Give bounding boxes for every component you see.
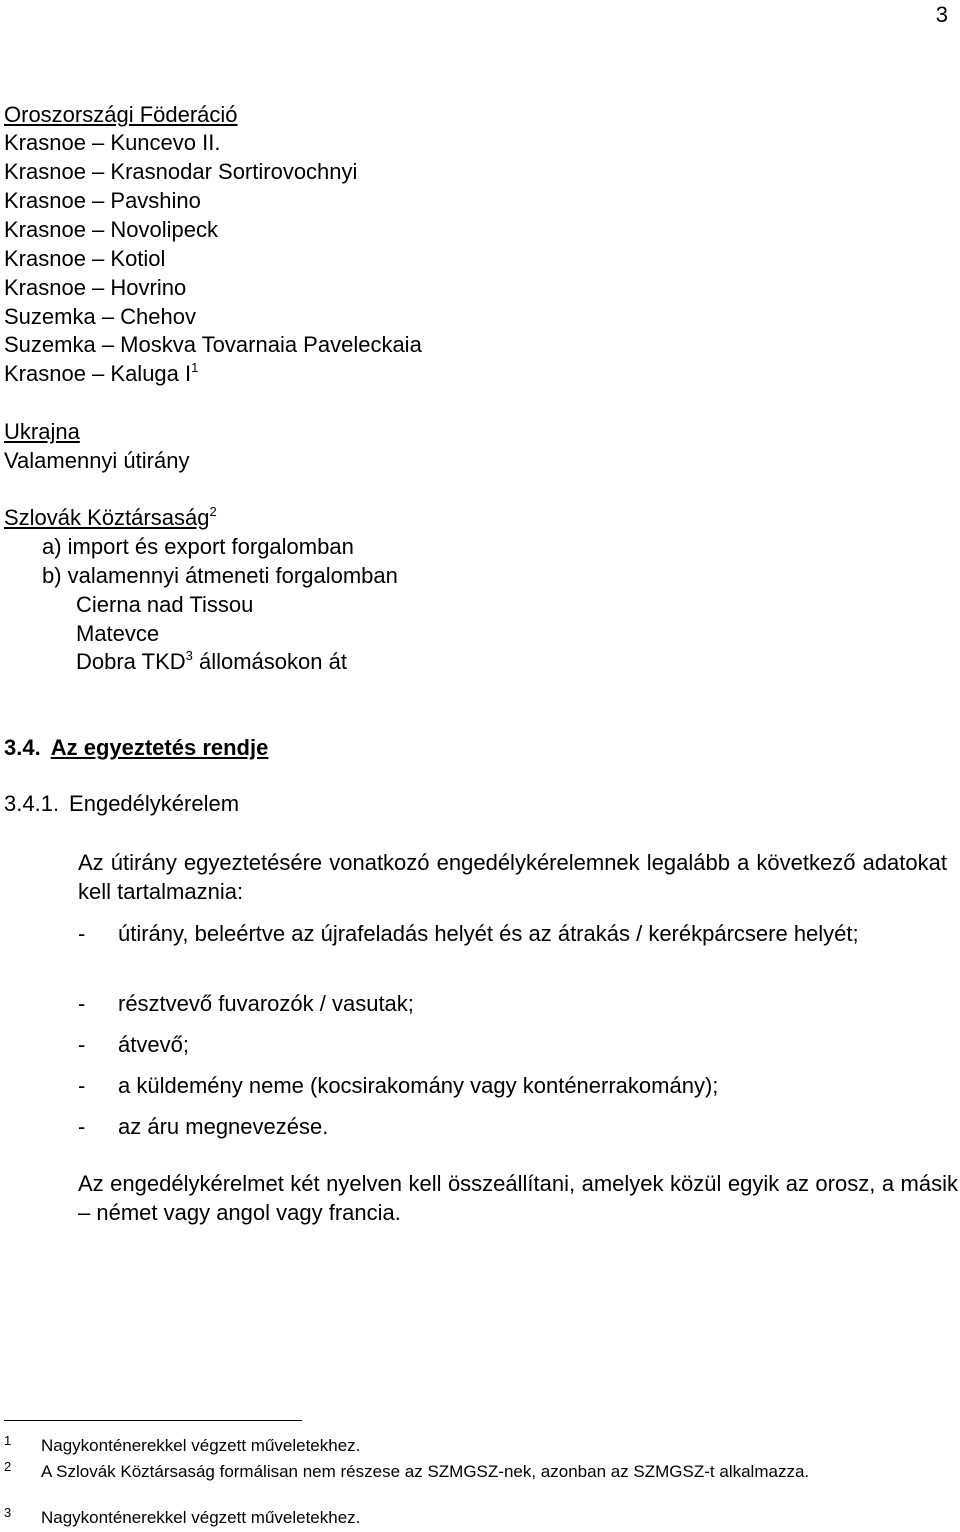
footnote — [4, 1460, 884, 1483]
route-line: Krasnoe – Novolipeck — [4, 217, 219, 242]
footnote-separator — [4, 1420, 302, 1421]
footnote-text: Nagykonténerekkel végzett műveletekhez. — [41, 1436, 361, 1455]
station-line: Cierna nad Tissou — [76, 592, 254, 617]
ukraine-heading: Ukrajna — [4, 419, 80, 444]
subsection-title: Engedélykérelem — [69, 791, 240, 816]
footnote — [4, 1434, 904, 1457]
section-heading — [4, 735, 268, 761]
station-text: Dobra TKD — [76, 649, 186, 674]
route-line: Krasnoe – Kotiol — [4, 246, 166, 271]
route-text: Krasnoe – Kaluga I — [4, 361, 192, 386]
bullet-item — [78, 919, 947, 948]
route-line: Krasnoe – Hovrino — [4, 275, 187, 300]
section-number: 3.4. — [4, 735, 41, 760]
route-line: Krasnoe – Krasnodar Sortirovochnyi — [4, 159, 358, 184]
bullet-dash: - — [78, 1073, 86, 1098]
bullet-item — [78, 989, 947, 1018]
bullet-text: útirány, beleértve az újrafeladás helyét és az átrakás / kerékpárcsere helyét; — [118, 921, 859, 946]
station-line — [76, 647, 347, 676]
bullet-text: átvevő; — [118, 1032, 189, 1057]
bullet-dash: - — [78, 991, 86, 1016]
intro-paragraph: Az útirány egyeztetésére vonatkozó engedélykérelemnek legalább a következő adatokat kell tartalmaznia: — [78, 850, 947, 904]
bullet-text: az áru megnevezése. — [118, 1114, 329, 1139]
slovakia-heading — [4, 503, 217, 532]
route-line: Krasnoe – Pavshino — [4, 188, 201, 213]
bullet-text: a küldemény neme (kocsirakomány vagy konténerrakomány); — [118, 1073, 719, 1098]
slovakia-heading-text: Szlovák Köztársaság — [4, 505, 210, 530]
station-suffix: állomásokon át — [192, 649, 347, 674]
page-number: 3 — [935, 2, 948, 27]
footnote-ref: 2 — [209, 504, 217, 519]
bullet-dash: - — [78, 921, 86, 946]
subsection-heading — [4, 791, 239, 817]
subsection-number: 3.4.1. — [4, 791, 60, 816]
bullet-dash: - — [78, 1114, 86, 1139]
route-line: Suzemka – Moskva Tovarnaia Paveleckaia — [4, 332, 422, 357]
slovakia-item-b: b) valamennyi átmeneti forgalomban — [42, 563, 398, 588]
footnote-text: A Szlovák Köztársaság formálisan nem részese az SZMGSZ-nek, azonban az SZMGSZ-t alkalmazza. — [41, 1462, 810, 1481]
bullet-dash: - — [78, 1032, 86, 1057]
footnote-mark: 2 — [4, 1459, 12, 1474]
russia-heading: Oroszországi Föderáció — [4, 102, 238, 127]
footnote-ref: 3 — [185, 648, 193, 663]
route-line: Krasnoe – Kuncevo II. — [4, 130, 221, 155]
bullet-item — [78, 1030, 947, 1059]
bullet-text: résztvevő fuvarozók / vasutak; — [118, 991, 414, 1016]
bullet-item — [78, 1071, 947, 1100]
route-line — [4, 359, 198, 388]
section-title: Az egyeztetés rendje — [50, 735, 269, 760]
footnote-mark: 1 — [4, 1433, 12, 1448]
footnote — [4, 1506, 904, 1529]
ukraine-line: Valamennyi útirány — [4, 448, 190, 473]
slovakia-item-a: a) import és export forgalomban — [42, 534, 354, 559]
footnote-text: Nagykonténerekkel végzett műveletekhez. — [41, 1508, 361, 1527]
bullet-item — [78, 1112, 947, 1141]
footnote-mark: 3 — [4, 1505, 12, 1520]
closing-paragraph: Az engedélykérelmet két nyelven kell összeállítani, amelyek közül egyik az orosz, a másik – német vagy angol vagy francia. — [78, 1171, 958, 1225]
station-line: Matevce — [76, 621, 160, 646]
footnote-ref: 1 — [191, 360, 199, 375]
route-line: Suzemka – Chehov — [4, 304, 196, 329]
